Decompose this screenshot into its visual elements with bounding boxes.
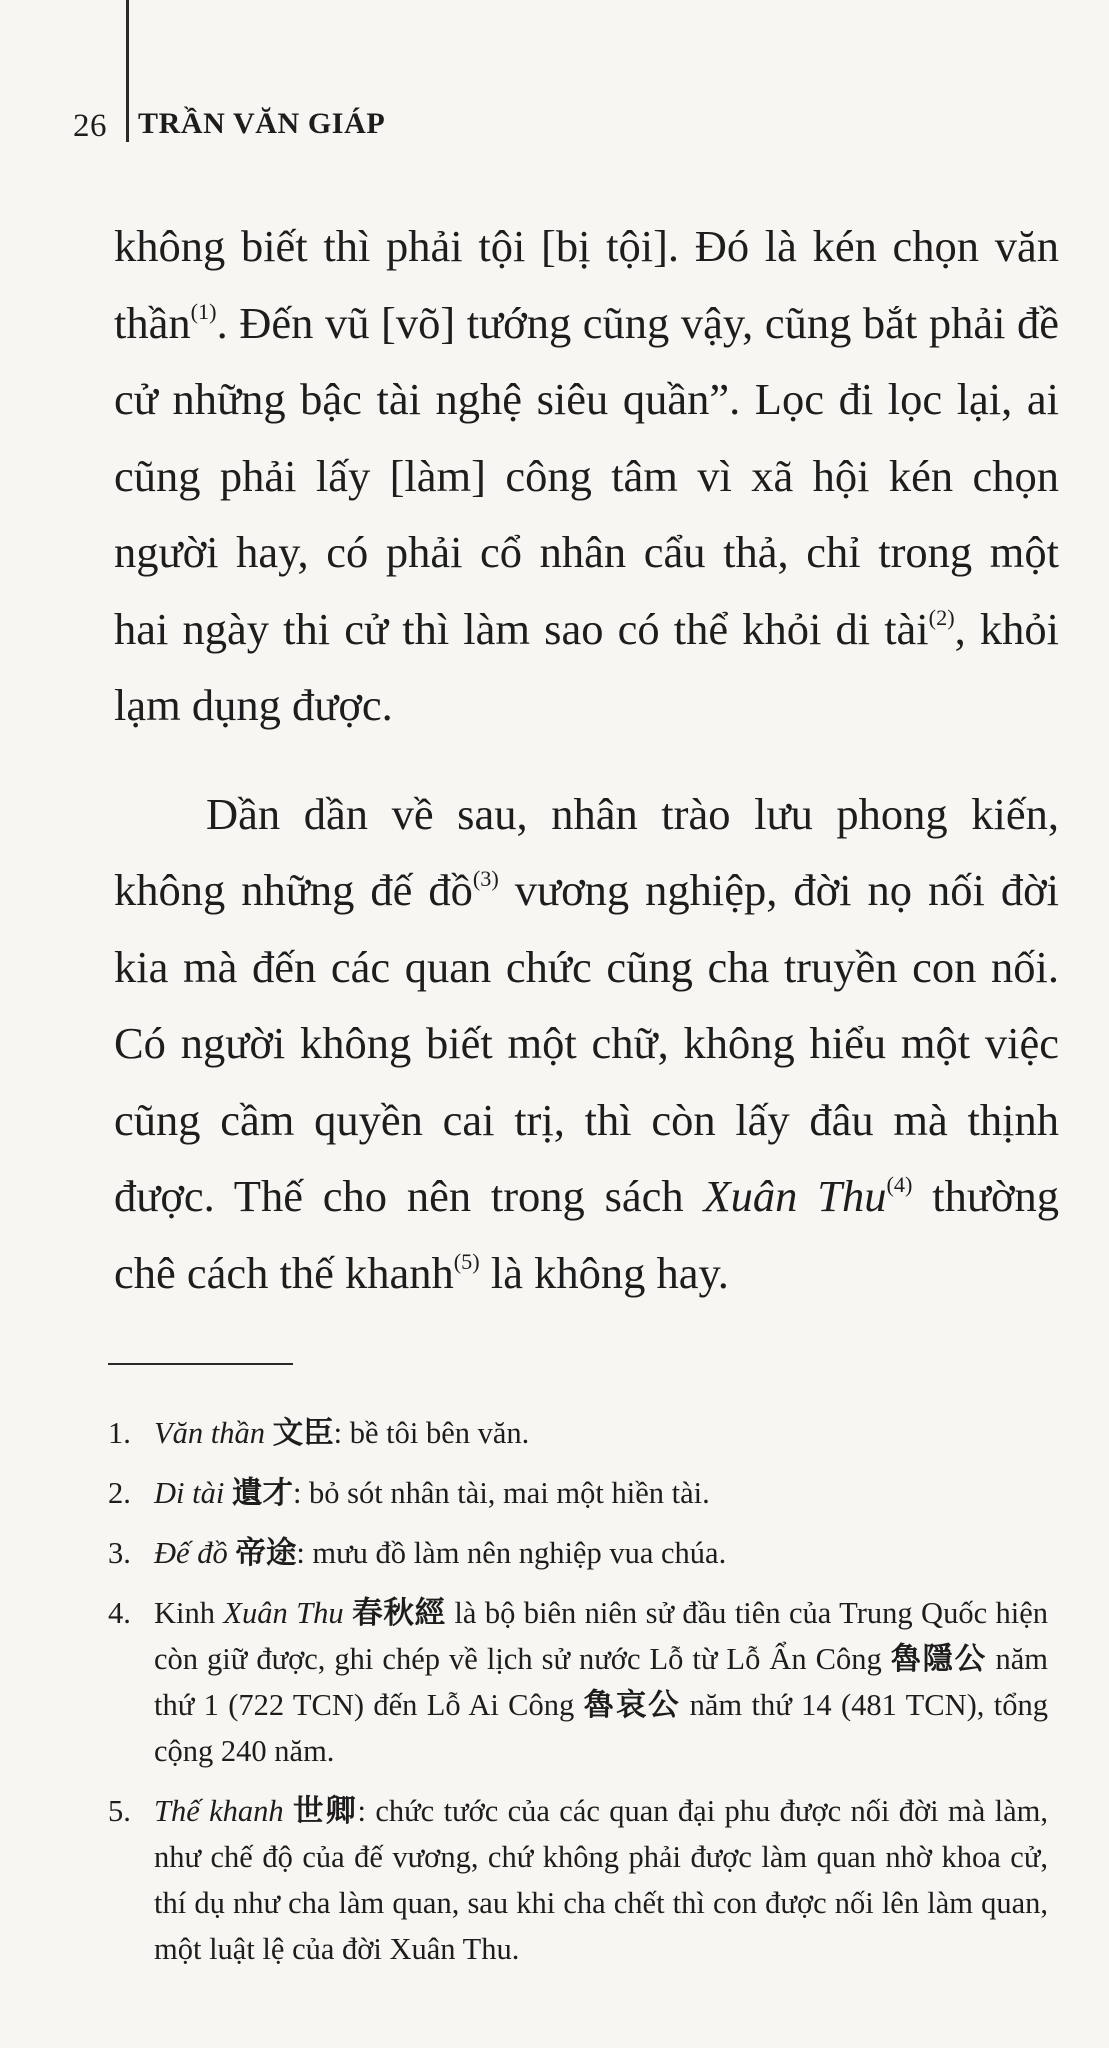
footnote-text-3: năm thứ 14 (481 TCN), tổng cộng 240 năm. xyxy=(154,1688,1048,1768)
paragraph-1 xyxy=(114,208,1059,744)
footnote-term: Thế khanh xyxy=(154,1794,284,1828)
paragraph-1-text-a: không biết thì phải tội [bị tội]. Đó là kén chọn văn thần xyxy=(114,221,1059,348)
footnote-text: là bộ biên niên sử đầu tiên của Trung Quốc hiện còn giữ được, ghi chép về lịch sử nước Lỗ từ Lỗ Ẩn Công xyxy=(154,1596,1049,1676)
footnote-number: 3. xyxy=(108,1536,131,1570)
footnote-prefix: Kinh xyxy=(154,1596,224,1630)
footnote-han-characters-3: 魯哀公 xyxy=(583,1688,681,1722)
page-number: 26 xyxy=(73,108,107,144)
footnotes xyxy=(108,1410,1048,1986)
paragraph-2-text-a: Dần dần về sau, nhân trào lưu phong kiến, không những đế đồ xyxy=(114,788,1059,915)
footnote-term: Xuân Thu xyxy=(223,1596,344,1630)
footnote-han-characters-2: 魯隱公 xyxy=(890,1642,987,1676)
running-head: TRẦN VĂN GIÁP xyxy=(138,107,386,140)
footnote-text: : bỏ sót nhân tài, mai một hiền tài. xyxy=(292,1476,710,1510)
footnote-text: : chức tước của các quan đại phu được nối đời mà làm, như chế độ của đế vương, chứ không phải được làm quan nhờ khoa cử, thí dụ như cha làm quan, sau khi cha chết thì con được nối lên làm quan, một luật lệ của đời Xuân Thu. xyxy=(154,1794,1049,1966)
footnote-number: 2. xyxy=(108,1476,131,1510)
footnote-5 xyxy=(108,1788,1048,1972)
paragraph-1-text-c: , khỏi lạm dụng được. xyxy=(114,603,1059,730)
header-rule xyxy=(126,0,129,142)
footnote-han-characters: 遺才 xyxy=(231,1476,293,1510)
footnote-ref-5: (5) xyxy=(453,1248,480,1274)
footnote-han-characters: 春秋經 xyxy=(352,1596,446,1630)
footnote-han-characters: 世卿 xyxy=(293,1794,358,1828)
footnote-ref-3: (3) xyxy=(472,866,499,892)
footnote-term: Di tài xyxy=(154,1476,225,1510)
footnote-term: Văn thần xyxy=(154,1416,265,1450)
paragraph-1-text-b: . Đến vũ [võ] tướng cũng vậy, cũng bắt phải đề cử những bậc tài nghệ siêu quần”. Lọc đi lọc lại, ai cũng phải lấy [làm] công tâm vì xã hội kén chọn người hay, có phải cổ nhân cẩu thả, chỉ trong một hai ngày thi cử thì làm sao có thể khỏi di tài xyxy=(114,297,1059,654)
footnote-1 xyxy=(108,1410,1048,1456)
footnote-number: 1. xyxy=(108,1416,131,1450)
footnote-ref-1: (1) xyxy=(190,298,217,324)
book-title: Xuân Thu xyxy=(703,1171,887,1221)
footnote-ref-2: (2) xyxy=(928,604,955,630)
paragraph-2 xyxy=(114,776,1059,1312)
footnote-han-characters: 帝途 xyxy=(235,1536,297,1570)
paragraph-2-text-b: vương nghiệp, đời nọ nối đời kia mà đến các quan chức cũng cha truyền con nối. Có người không biết một chữ, không hiểu một việc cũng cầm quyền cai trị, thì còn lấy đâu mà thịnh được. Thế cho nên trong sách xyxy=(114,865,1060,1221)
body-text xyxy=(114,208,1059,1311)
paragraph-2-text-c: thường chê cách thế khanh xyxy=(114,1171,1059,1298)
footnote-rule xyxy=(108,1363,293,1365)
footnote-text-2: năm thứ 1 (722 TCN) đến Lỗ Ai Công xyxy=(154,1642,1049,1722)
footnote-term: Đế đồ xyxy=(154,1536,228,1570)
footnote-2 xyxy=(108,1470,1048,1516)
paragraph-2-text-d: là không hay. xyxy=(479,1247,729,1298)
footnote-number: 5. xyxy=(108,1794,131,1828)
footnote-han-characters: 文臣 xyxy=(272,1416,334,1450)
footnote-4 xyxy=(108,1590,1048,1774)
footnote-number: 4. xyxy=(108,1596,131,1630)
footnote-3 xyxy=(108,1530,1048,1576)
footnote-text: : mưu đồ làm nên nghiệp vua chúa. xyxy=(296,1536,727,1570)
footnote-text: : bề tôi bên văn. xyxy=(333,1416,530,1450)
footnote-ref-4: (4) xyxy=(886,1172,913,1198)
